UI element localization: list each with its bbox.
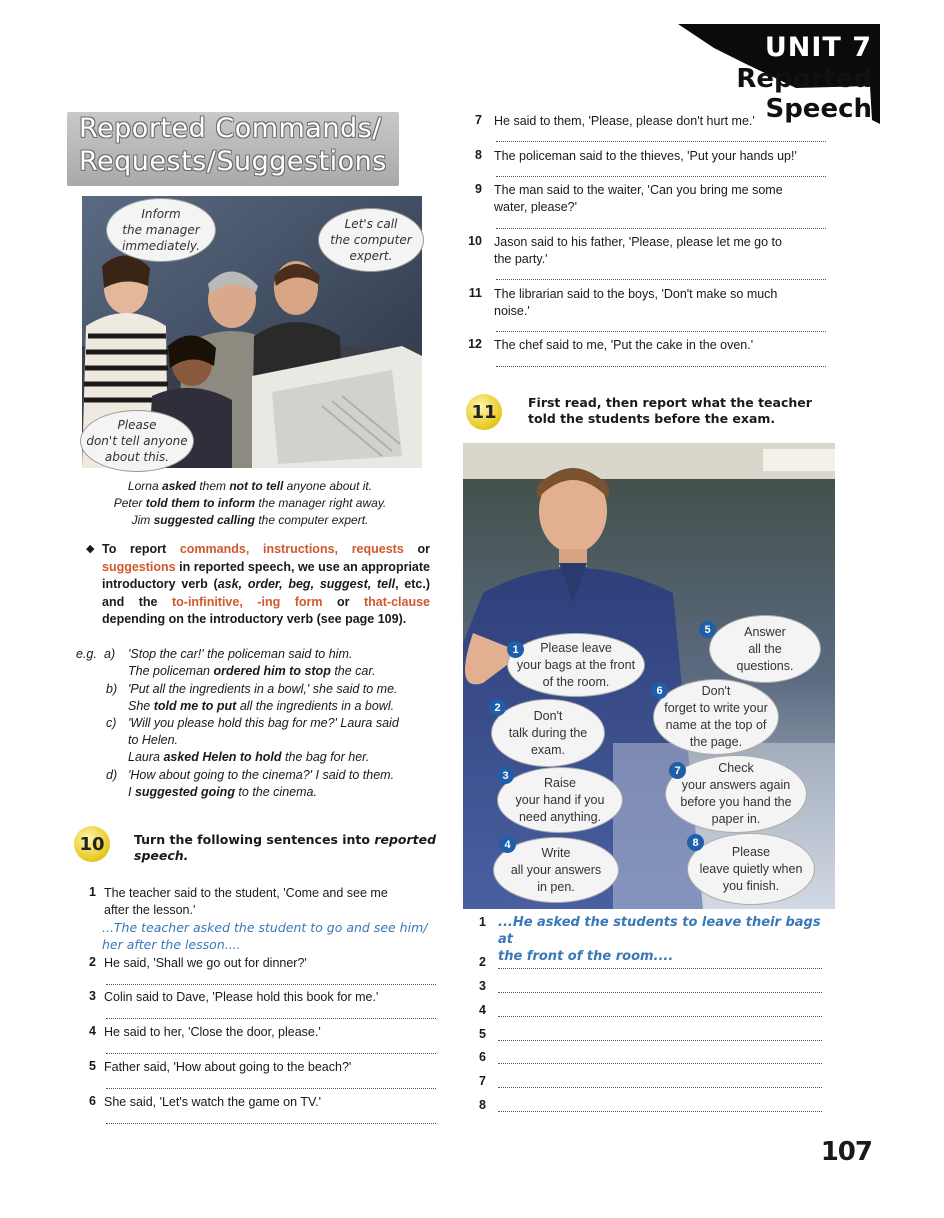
ex10-item-12-sentence: The chef said to me, 'Put the cake in the oven.' (494, 338, 754, 352)
ex10-item-3-answer-line[interactable] (106, 1018, 436, 1019)
office-photo (82, 196, 422, 468)
teacher-photo (463, 443, 835, 909)
ex10-item-11-sentence: The librarian said to the boys, 'Don't make so much noise.' (494, 287, 778, 318)
bubble-number-3: 3 (497, 767, 514, 784)
ex10-item-2-sentence: He said, 'Shall we go out for dinner?' (104, 956, 307, 970)
eg-d-reported: I suggested going to the cinema. (128, 785, 317, 799)
eg-c-reported: Laura asked Helen to hold the bag for her. (128, 750, 370, 764)
section-title-line1: Reported Commands/ (79, 113, 382, 144)
ex11-answer-2-number: 2 (479, 955, 486, 969)
bubble-number-7: 7 (669, 762, 686, 779)
teacher-bubble-7: Check your answers again before you hand the paper in. (665, 755, 807, 833)
ex10-item-4-answer-line[interactable] (106, 1053, 436, 1054)
eg-c-quote-1: 'Will you please hold this bag for me?' Laura said (128, 716, 399, 730)
ex10-item-9-sentence: The man said to the waiter, 'Can you bring me some water, please?' (494, 183, 783, 214)
ex10-item-3-number: 3 (89, 989, 96, 1003)
ex10-item-2-answer-line[interactable] (106, 984, 436, 985)
ex10-item-11-number: 11 (468, 286, 482, 300)
ex10-item-6-sentence: She said, 'Let's watch the game on TV.' (104, 1095, 322, 1109)
teacher-bubble-8: Please leave quietly when you finish. (687, 833, 815, 905)
eg-c-quote-2: to Helen. (128, 733, 179, 747)
ex10-item-12-number: 12 (468, 337, 482, 351)
exercise-11-badge: 11 (466, 394, 502, 430)
ex10-item-6-answer-line[interactable] (106, 1123, 436, 1124)
diamond-bullet-icon: ◆ (86, 543, 95, 555)
eg-c-label: c) (106, 716, 117, 730)
teacher-bubble-4: Write all your answers in pen. (493, 837, 619, 903)
ex11-answer-6-number: 6 (479, 1050, 486, 1064)
ex11-answer-5-number: 5 (479, 1027, 486, 1041)
eg-b-reported: She told me to put all the ingredients in a bowl. (128, 699, 395, 713)
eg-d-label: d) (106, 768, 118, 782)
example-sentence-1: Lorna asked them not to tell anyone about it. (127, 479, 373, 493)
bubble-number-8: 8 (687, 834, 704, 851)
ex10-item-4-number: 4 (89, 1024, 96, 1038)
teacher-bubble-1: Please leave your bags at the front of the room. (507, 633, 645, 697)
ex11-answer-6-line[interactable] (498, 1063, 822, 1064)
ex11-answer-4-number: 4 (479, 1003, 486, 1017)
exercise-10-instruction: Turn the following sentences into reported speech. (134, 832, 437, 863)
ex11-answer-1: ...He asked the students to leave their bags at the front of the room.... (498, 915, 821, 964)
ex10-item-4-sentence: He said to her, 'Close the door, please.' (104, 1025, 321, 1039)
bubble-number-1: 1 (507, 641, 524, 658)
eg-b-label: b) (106, 682, 118, 696)
bubble-number-2: 2 (489, 699, 506, 716)
bubble-number-6: 6 (651, 682, 668, 699)
eg-a-reported: The policeman ordered him to stop the car. (128, 664, 376, 678)
ex10-item-12-answer-line[interactable] (496, 366, 826, 367)
ex10-item-7-sentence: He said to them, 'Please, please don't hurt me.' (494, 114, 755, 128)
ex10-item-1-number: 1 (89, 885, 96, 899)
speech-bubble-inform: Inform the manager immediately. (106, 198, 216, 262)
ex11-answer-8-number: 8 (479, 1098, 486, 1112)
ex10-item-2-number: 2 (89, 955, 96, 969)
ex10-item-7-answer-line[interactable] (496, 141, 826, 142)
teacher-bubble-6: Don't forget to write your name at the top of the page. (653, 679, 779, 755)
eg-b-quote: 'Put all the ingredients in a bowl,' she said to me. (128, 682, 398, 696)
eg-label: e.g. (76, 647, 97, 661)
teacher-bubble-2: Don't talk during the exam. (491, 699, 605, 767)
ex11-answer-2-line[interactable] (498, 968, 822, 969)
ex10-item-7-number: 7 (475, 113, 482, 127)
bubble-number-5: 5 (699, 621, 716, 638)
page-number: 107 (820, 1137, 872, 1167)
grammar-rule: To report commands, instructions, requests or suggestions in reported speech, we use an appropriate introductory verb (ask, order, beg, suggest, tell, etc.) and the to-infinitive, -ing form or that-clause depending on the introductory verb (see page 109). (102, 542, 431, 626)
ex10-item-1-answer: ...The teacher asked the student to go and see him/ her after the lesson.... (102, 920, 428, 952)
exercise-10-badge: 10 (74, 826, 110, 862)
ex10-item-10-number: 10 (468, 234, 482, 248)
exercise-11-instruction: First read, then report what the teacher told the students before the exam. (528, 395, 812, 426)
section-title (67, 112, 399, 186)
ex11-answer-7-line[interactable] (498, 1087, 822, 1088)
ex10-item-10-sentence: Jason said to his father, 'Please, please let me go to the party.' (494, 235, 782, 266)
ex10-item-9-number: 9 (475, 182, 482, 196)
teacher-bubble-3: Raise your hand if you need anything. (497, 767, 623, 833)
ex11-answer-5-line[interactable] (498, 1040, 822, 1041)
eg-a-label: a) (104, 647, 116, 661)
ex10-item-1-sentence: The teacher said to the student, 'Come and see me after the lesson.' (104, 886, 388, 917)
unit-label: UNIT 7 (764, 32, 872, 63)
eg-a-quote: 'Stop the car!' the policeman said to him. (128, 647, 353, 661)
ex11-answer-4-line[interactable] (498, 1016, 822, 1017)
example-sentence-2: Peter told them to inform the manager right away. (113, 496, 387, 510)
ex10-item-8-number: 8 (475, 148, 482, 162)
ex10-item-5-answer-line[interactable] (106, 1088, 436, 1089)
unit-title: Reported Speech (736, 64, 872, 124)
ex10-item-9-answer-line[interactable] (496, 228, 826, 229)
ex10-item-5-number: 5 (89, 1059, 96, 1073)
ex10-item-11-answer-line[interactable] (496, 331, 826, 332)
eg-d-quote: 'How about going to the cinema?' I said to them. (128, 768, 395, 782)
ex10-item-8-sentence: The policeman said to the thieves, 'Put your hands up!' (494, 149, 797, 163)
ex10-item-5-sentence: Father said, 'How about going to the beach?' (104, 1060, 352, 1074)
ex11-answer-1-number: 1 (479, 915, 486, 929)
bubble-number-4: 4 (499, 836, 516, 853)
ex11-answer-3-line[interactable] (498, 992, 822, 993)
teacher-bubble-5: Answer all the questions. (709, 615, 821, 683)
speech-bubble-call-expert: Let's call the computer expert. (318, 208, 424, 272)
ex10-item-10-answer-line[interactable] (496, 279, 826, 280)
speech-bubble-dont-tell: Please don't tell anyone about this. (80, 410, 194, 472)
ex10-item-3-sentence: Colin said to Dave, 'Please hold this book for me.' (104, 990, 379, 1004)
ex11-answer-8-line[interactable] (498, 1111, 822, 1112)
section-title-line2: Requests/Suggestions (79, 146, 387, 177)
ex10-item-8-answer-line[interactable] (496, 176, 826, 177)
ex11-answer-3-number: 3 (479, 979, 486, 993)
ex11-answer-7-number: 7 (479, 1074, 486, 1088)
ex10-item-6-number: 6 (89, 1094, 96, 1108)
example-sentence-3: Jim suggested calling the computer expert. (131, 513, 369, 527)
